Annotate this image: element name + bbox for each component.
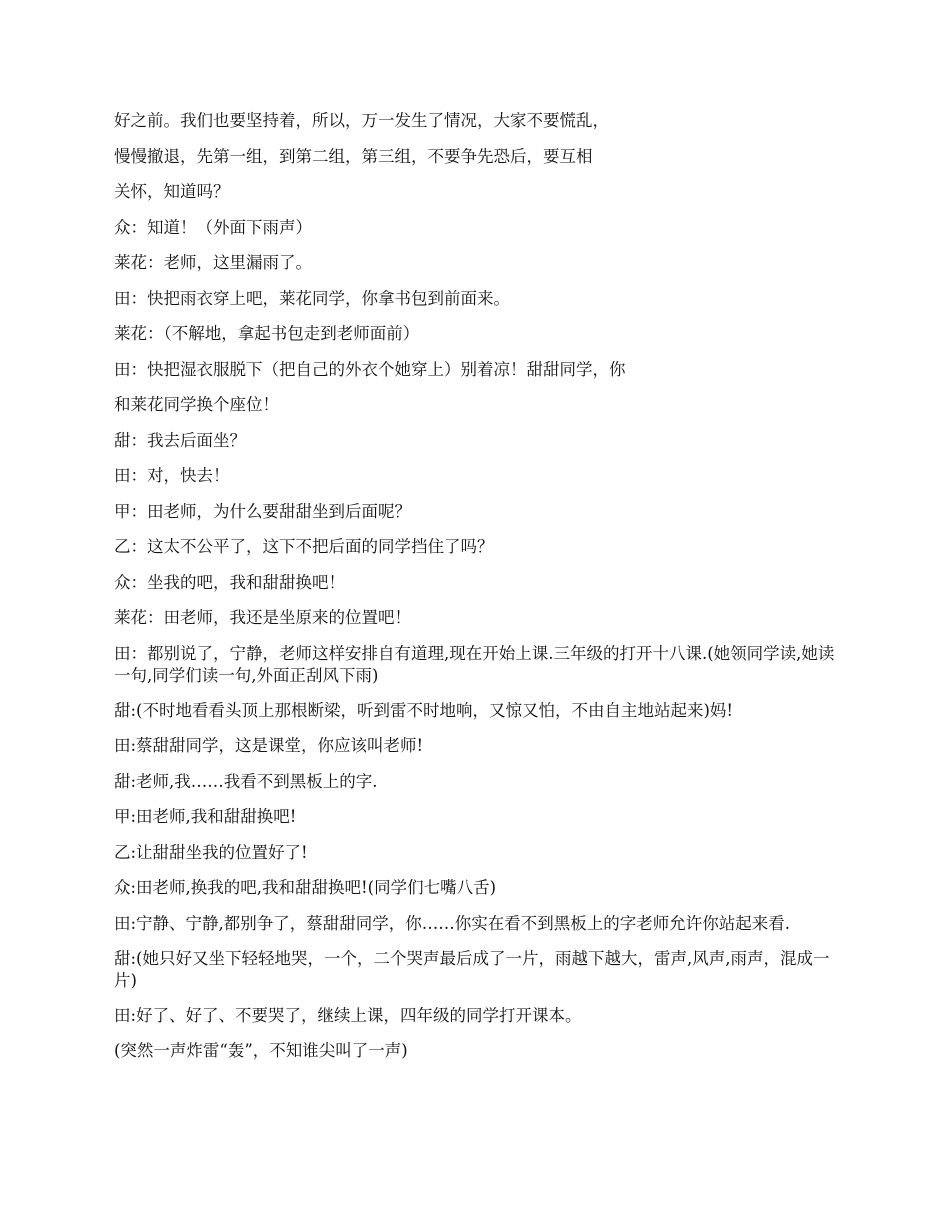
paragraph: (突然一声炸雷“轰”，不知谁尖叫了一声)	[114, 1041, 408, 1060]
paragraph: 和莱花同学换个座位！	[114, 395, 279, 414]
paragraph: 众:田老师,换我的吧,我和甜甜换吧!(同学们七嘴八舌)	[114, 878, 497, 897]
paragraph: 莱花：（不解地，拿起书包走到老师面前）	[114, 324, 420, 343]
paragraph: 田:好了、好了、不要哭了，继续上课，四年级的同学打开课本。	[114, 1005, 582, 1025]
paragraph: 田：都别说了，宁静，老师这样安排自有道理,现在开始上课.三年级的打开十八课.(她领同学读,她读一句,同学们读一句,外面正刮风下雨)	[114, 643, 835, 685]
paragraph: 众：知道！（外面下雨声）	[114, 217, 312, 237]
script-text	[114, 110, 840, 1076]
paragraph: 甜：我去后面坐？	[114, 430, 246, 450]
paragraph: 乙：这太不公平了，这下不把后面的同学挡住了吗？	[114, 537, 494, 556]
paragraph: 关怀，知道吗？	[114, 182, 230, 201]
paragraph: 田:宁静、宁静,都别争了，蔡甜甜同学，你……你实在看不到黑板上的字老师允许你站起来看.	[114, 913, 791, 933]
paragraph: 田：快把雨衣穿上吧，莱花同学，你拿书包到前面来。	[114, 288, 510, 308]
paragraph: 好之前。我们也要坚持着，所以，万一发生了情况，大家不要慌乱，	[114, 111, 609, 130]
paragraph: 田：快把湿衣服脱下（把自己的外衣个她穿上）别着凉！甜甜同学，你	[114, 359, 626, 379]
paragraph: 慢慢撤退，先第一组，到第二组，第三组，不要争先恐后，要互相	[114, 146, 593, 166]
paragraph: 众：坐我的吧，我和甜甜换吧！	[114, 572, 345, 592]
paragraph: 田：对，快去！	[114, 466, 230, 485]
paragraph: 莱花：老师，这里漏雨了。	[114, 253, 312, 272]
paragraph: 田:蔡甜甜同学，这是课堂，你应该叫老师!	[114, 736, 424, 755]
paragraph: 莱花：田老师，我还是坐原来的位置吧！	[114, 608, 411, 627]
paragraph: 甜:(不时地看看头顶上那根断梁，听到雷不时地响，又惊又怕，不由自主地站起来)妈!	[114, 700, 734, 720]
paragraph: 甲:田老师,我和甜甜换吧!	[114, 807, 297, 826]
paragraph: 甜:老师,我……我看不到黑板上的字.	[114, 771, 378, 791]
paragraph: 甲：田老师，为什么要甜甜坐到后面呢？	[114, 501, 411, 521]
paragraph: 乙:让甜甜坐我的位置好了!	[114, 842, 308, 862]
paragraph: 甜:(她只好又坐下轻轻地哭，一个，二个哭声最后成了一片，雨越下越大，雷声,风声,雨声，混成一片)	[114, 948, 830, 990]
